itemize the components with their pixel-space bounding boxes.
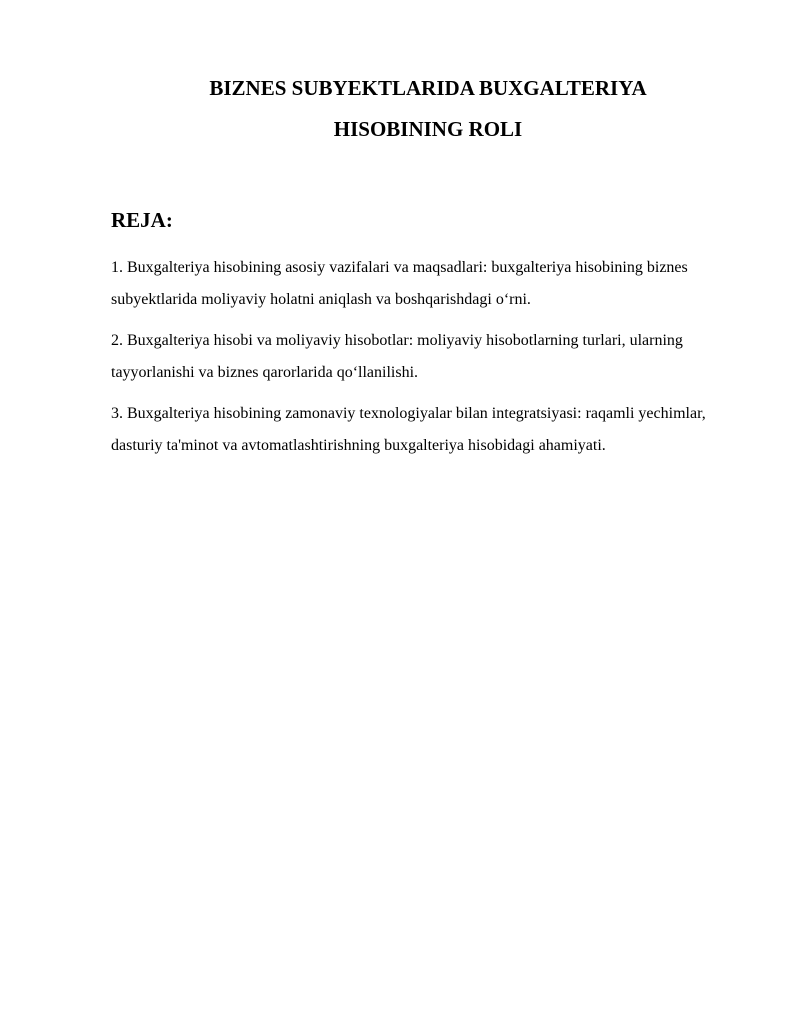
document-title-line-1: BIZNES SUBYEKTLARIDA BUXGALTERIYA [209,76,647,100]
plan-list [111,252,731,471]
plan-heading: REJA: [111,208,173,232]
plan-item-2: 2. Buxgalteriya hisobi va moliyaviy hisobotlar: moliyaviy hisobotlarning turlari, ularning tayyorlanishi va biznes qarorlarida qo‘llanilishi. [111,332,683,381]
document-title-line-2: HISOBINING ROLI [333,117,523,141]
plan-item-3: 3. Buxgalteriya hisobining zamonaviy texnologiyalar bilan integratsiyasi: raqamli yechimlar, dasturiy ta'minot va avtomatlashtirishning buxgalteriya hisobidagi ahamiyati. [111,405,706,454]
plan-item-1: 1. Buxgalteriya hisobining asosiy vazifalari va maqsadlari: buxgalteriya hisobining biznes subyektlarida moliyaviy holatni aniqlash va boshqarishdagi o‘rni. [111,259,688,308]
